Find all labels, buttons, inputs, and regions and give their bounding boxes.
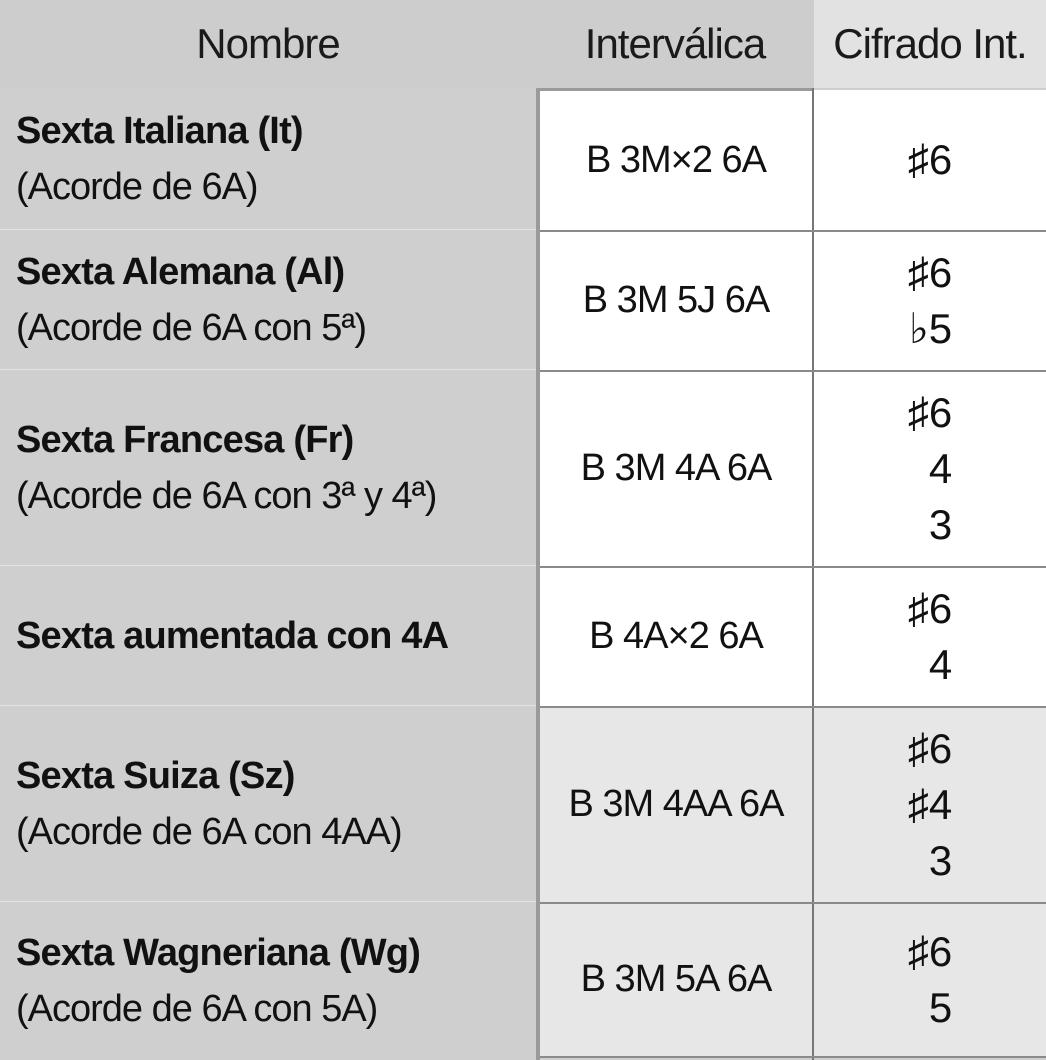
row-name-title: Sexta Alemana (Al): [16, 250, 345, 293]
header-divider-shadow: [536, 88, 814, 91]
column-divider-shadow: [536, 88, 540, 1060]
figure: 3: [928, 836, 953, 884]
row-name-title: Sexta Francesa (Fr): [16, 418, 354, 461]
figure: 3: [928, 500, 953, 548]
header-cifrado: Cifrado Int.: [814, 0, 1046, 88]
figure: ♯6: [907, 388, 953, 436]
row-name-aumentada-4a: [0, 566, 536, 706]
row-intervalica-francesa: B 3M 4A 6A: [540, 371, 812, 566]
figure: ♯6: [907, 927, 953, 975]
row-cifrado-alemana: [814, 231, 1046, 370]
row-intervalica-aumentada-4a: B 4A×2 6A: [540, 567, 812, 706]
row-cifrado-italiana: [814, 90, 1046, 230]
figure: ♭5: [909, 304, 953, 352]
figure: ♯6: [907, 724, 953, 772]
row-name-alemana: [0, 230, 536, 370]
row-divider: [540, 566, 1046, 568]
figure: 4: [928, 444, 953, 492]
header-intervalica: Interválica: [536, 0, 814, 88]
row-name-subtitle: (Acorde de 6A con 3ª y 4ª): [16, 474, 437, 517]
row-divider: [540, 230, 1046, 232]
row-name-suiza: [0, 706, 536, 902]
row-cifrado-suiza: [814, 707, 1046, 902]
column-divider: [812, 88, 814, 1060]
row-intervalica-italiana: B 3M×2 6A: [540, 90, 812, 230]
row-name-title: Sexta aumentada con 4A: [16, 614, 449, 657]
figure: ♯6: [907, 136, 953, 183]
figure: ♯6: [907, 248, 953, 296]
row-intervalica-suiza: B 3M 4AA 6A: [540, 707, 812, 902]
figure: 5: [928, 983, 953, 1031]
row-intervalica-alemana: B 3M 5J 6A: [540, 231, 812, 370]
row-name-title: Sexta Suiza (Sz): [16, 754, 295, 797]
figure: ♯6: [907, 584, 953, 632]
row-divider: [540, 706, 1046, 708]
row-divider: [540, 902, 1046, 904]
row-name-subtitle: (Acorde de 6A con 5A): [16, 988, 378, 1030]
row-name-subtitle: (Acorde de 6A con 5ª): [16, 306, 367, 349]
row-cifrado-wagneriana: [814, 903, 1046, 1056]
row-cifrado-francesa: [814, 371, 1046, 566]
header-nombre: Nombre: [0, 0, 536, 88]
row-name-francesa: [0, 370, 536, 566]
row-divider: [540, 1056, 1046, 1058]
row-cifrado-aumentada-4a: [814, 567, 1046, 706]
row-name-title: Sexta Italiana (It): [16, 109, 303, 152]
row-name-wagneriana: [0, 902, 536, 1060]
row-name-title: Sexta Wagneriana (Wg): [16, 932, 421, 974]
figure: ♯4: [907, 780, 953, 828]
row-intervalica-wagneriana: B 3M 5A 6A: [540, 903, 812, 1056]
row-name-subtitle: (Acorde de 6A): [16, 165, 258, 208]
row-divider: [540, 370, 1046, 372]
figure: 4: [928, 640, 953, 688]
row-name-italiana: [0, 88, 536, 230]
row-name-subtitle: (Acorde de 6A con 4AA): [16, 810, 402, 853]
